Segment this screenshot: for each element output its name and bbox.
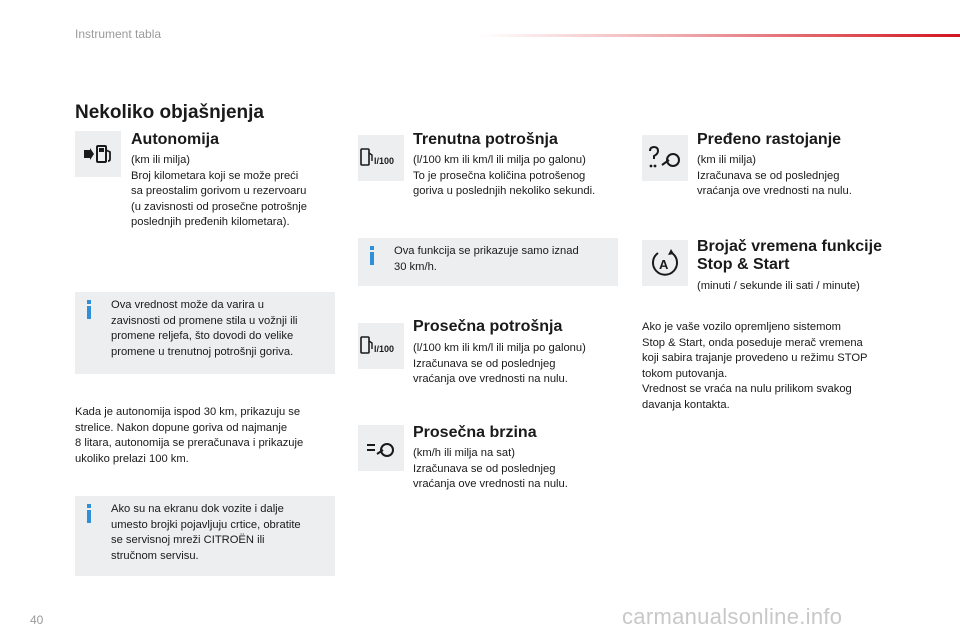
- instant-consumption-title: Trenutna potrošnja: [413, 131, 558, 148]
- info-icon: [87, 504, 91, 523]
- average-consumption-description: (l/100 km ili km/l ili milja po galonu) Izračunava se od poslednjeg vraćanja ove vrednosti na nulu.: [413, 342, 586, 386]
- distance-gauge-icon: [642, 135, 688, 181]
- average-consumption-icon: [358, 323, 404, 369]
- info-note-autonomy: [75, 292, 335, 374]
- info-note-dashes: [75, 496, 335, 576]
- info-icon: [370, 246, 374, 265]
- instant-consumption-icon: [358, 135, 404, 181]
- page-number: 40: [30, 613, 44, 627]
- autonomy-title: Autonomija: [131, 131, 219, 148]
- info-icon: [87, 300, 91, 319]
- section-title: Nekoliko objašnjenja: [75, 102, 264, 123]
- instant-icon-label: l/100: [374, 156, 395, 166]
- info-note-dashes-text: Ako su na ekranu dok vozite i dalje umesto brojki pojavljuju crtice, obratite se servisnoj mreži CITROËN ili stručnom servisu.: [111, 503, 301, 562]
- autonomy-low-text: Kada je autonomija ispod 30 km, prikazuju se strelice. Nakon dopune goriva od najmanje 8 litara, autonomija se preračunava i prikazuje ukoliko prelazi 100 km.: [75, 406, 304, 465]
- info-note-instant-text: Ova funkcija se prikazuje samo iznad 30 km/h.: [394, 245, 579, 273]
- instant-consumption-description: (l/100 km ili km/l ili milja po galonu) To je prosečna količina potrošenog goriva u poslednjih nekoliko sekundi.: [413, 154, 596, 198]
- autonomy-description: (km ili milja) Broj kilometara koji se može preći sa preostalim gorivom u rezervoaru (u zavisnosti od prosečne potrošnje poslednjih pređenih kilometara).: [131, 154, 307, 229]
- distance-description: (km ili milja) Izračunava se od poslednjeg vraćanja ove vrednosti na nulu.: [697, 154, 852, 198]
- stop-start-title: Brojač vremena funkcije Stop & Start: [697, 238, 882, 273]
- average-consumption-icon-label: l/100: [374, 344, 395, 354]
- info-note-instant: [358, 238, 618, 286]
- distance-title: Pređeno rastojanje: [697, 131, 842, 148]
- fuel-range-icon: [75, 131, 121, 177]
- watermark: carmanualsonline.info: [622, 604, 843, 629]
- speed-gauge-icon: [358, 425, 404, 471]
- average-consumption-title: Prosečna potrošnja: [413, 318, 563, 335]
- average-speed-description: (km/h ili milja na sat) Izračunava se od poslednjeg vraćanja ove vrednosti na nulu.: [413, 447, 568, 491]
- header-accent-line: [480, 34, 960, 37]
- stop-start-icon-letter: A: [659, 257, 669, 272]
- header-title: Instrument tabla: [75, 27, 162, 41]
- stop-start-icon: [642, 240, 688, 286]
- stop-start-units: (minuti / sekunde ili sati / minute): [697, 280, 860, 292]
- average-speed-title: Prosečna brzina: [413, 424, 537, 441]
- info-note-autonomy-text: Ova vrednost može da varira u zavisnosti od promene stila u vožnji ili promene reljefa, što dovodi do velike promene u trenutnoj potrošnji goriva.: [111, 299, 298, 358]
- stop-start-description: Ako je vaše vozilo opremljeno sistemom Stop & Start, onda poseduje merač vremena koji sabira trajanje provedeno u režimu STOP tokom putovanja. Vrednost se vraća na nulu prilikom svakog davanja kontakta.: [642, 321, 868, 411]
